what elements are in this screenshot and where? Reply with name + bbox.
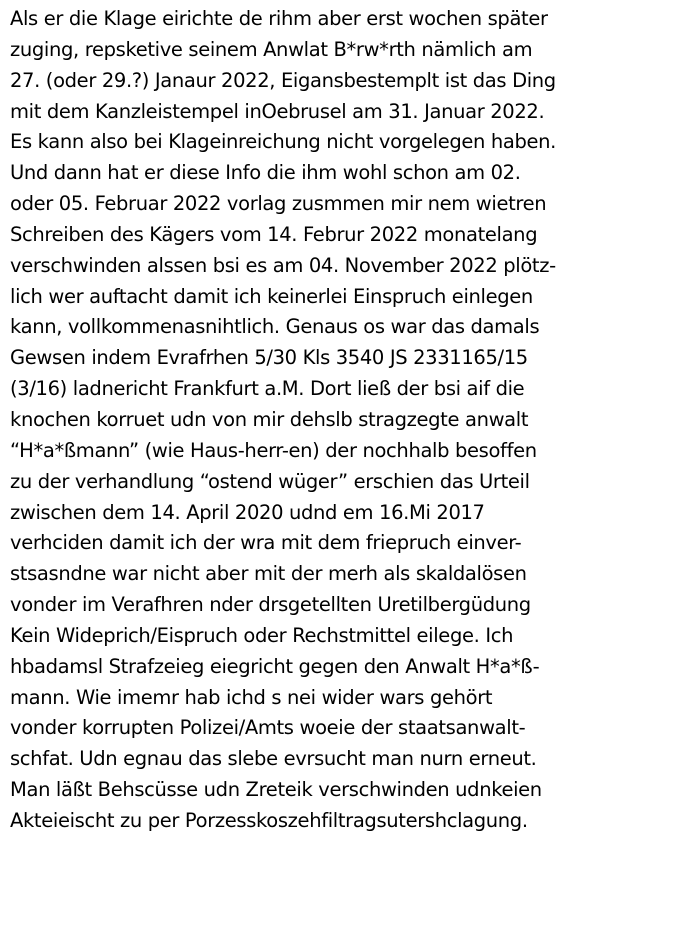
text-line: Gewsen indem Evrafrhen 5/30 Kls 3540 JS 2331165/15 bbox=[10, 346, 528, 370]
text-line: knochen korruet udn von mir dehslb stragzegte anwalt bbox=[10, 407, 529, 431]
text-line: Es kann also bei Klageinreichung nicht vorgelegen haben. bbox=[10, 130, 557, 154]
text-line: “H*a*ßmann” (wie Haus-herr-en) der nochhalb besoffen bbox=[10, 438, 537, 462]
text-line: mann. Wie imemr hab ichd s nei wider wars gehört bbox=[10, 685, 493, 709]
text-line: zwischen dem 14. April 2020 udnd em 16.Mi 2017 bbox=[10, 500, 485, 524]
text-line: Und dann hat er diese Info die ihm wohl schon am 02. bbox=[10, 161, 521, 185]
text-line: Schreiben des Kägers vom 14. Februr 2022 monatelang bbox=[10, 222, 538, 246]
text-line: 27. (oder 29.?) Janaur 2022, Eigansbestemplt ist das Ding bbox=[10, 68, 556, 92]
text-line: lich wer auftacht damit ich keinerlei Einspruch einlegen bbox=[10, 284, 533, 308]
text-line: zuging, repsketive seinem Anwlat B*rw*rth nämlich am bbox=[10, 37, 533, 61]
text-line: kann, vollkommenasnihtlich. Genaus os war das damals bbox=[10, 315, 540, 339]
text-line: mit dem Kanzleistempel inOebrusel am 31. Januar 2022. bbox=[10, 99, 545, 123]
text-line: stsasndne war nicht aber mit der merh als skaldalösen bbox=[10, 562, 527, 586]
text-line: hbadamsl Strafzeieg eiegricht gegen den Anwalt H*a*ß- bbox=[10, 654, 540, 678]
text-line: verhciden damit ich der wra mit dem friepruch einver- bbox=[10, 531, 522, 555]
text-line: verschwinden alssen bsi es am 04. November 2022 plötz- bbox=[10, 253, 556, 277]
text-line: Kein Wideprich/Eispruch oder Rechstmittel eilege. Ich bbox=[10, 623, 514, 647]
text-line: oder 05. Februar 2022 vorlag zusmmen mir nem wietren bbox=[10, 192, 547, 216]
text-line: zu der verhandlung “ostend wüger” erschien das Urteil bbox=[10, 469, 530, 493]
text-line: schfat. Udn egnau das slebe evrsucht man nurn erneut. bbox=[10, 747, 537, 771]
document-text bbox=[10, 4, 680, 837]
text-line: vonder korrupten Polizei/Amts woeie der staatsanwalt- bbox=[10, 716, 526, 740]
text-line: Als er die Klage eirichte de rihm aber erst wochen später bbox=[10, 7, 548, 30]
text-line: (3/16) ladnericht Frankfurt a.M. Dort ließ der bsi aif die bbox=[10, 377, 525, 401]
text-line: Man läßt Behscüsse udn Zreteik verschwinden udnkeien bbox=[10, 778, 542, 802]
text-line: Akteieischt zu per Porzesskoszehfiltragsutershclagung. bbox=[10, 808, 528, 832]
text-line: vonder im Verafhren nder drsgetellten Uretilbergüdung bbox=[10, 593, 531, 617]
